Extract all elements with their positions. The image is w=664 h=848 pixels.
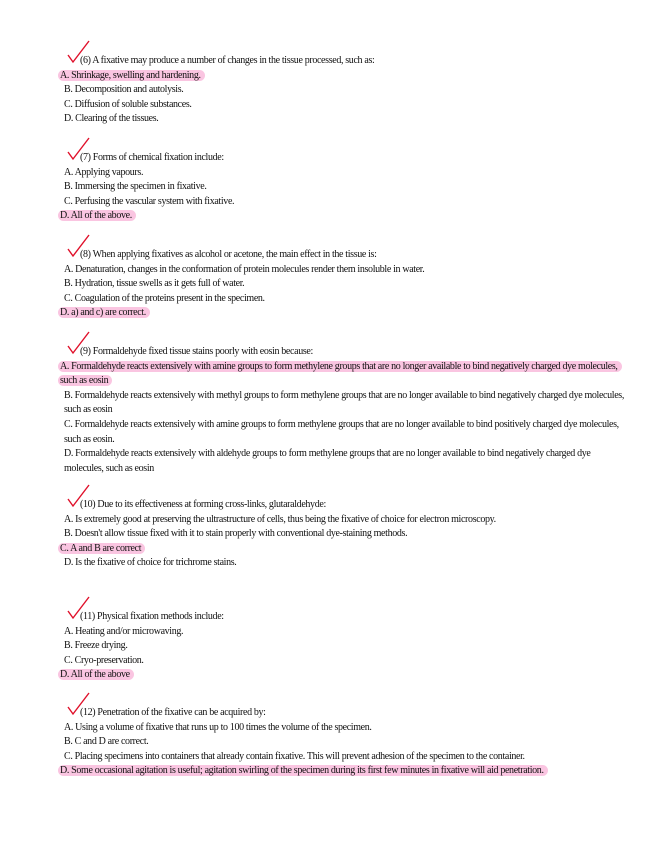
answer-option: A. Using a volume of fixative that runs up to 100 times the volume of the specimen. [64,721,372,733]
answer-option: B. Immersing the specimen in fixative. [64,181,207,193]
answer-option-highlighted: D. Some occasional agitation is useful; agitation swirling of the specimen during its first few minutes in fixative will aid penetration. [58,765,548,776]
answer-option: D. Is the fixative of choice for trichrome stains. [64,557,237,569]
answer-option: C. Placing specimens into containers that already contain fixative. This will prevent adhesion of the specimen to the container. [64,750,525,762]
answer-option: A. Is extremely good at preserving the ultrastructure of cells, thus being the fixative of choice for electron microscopy. [64,513,496,525]
answer-option: B. Decomposition and autolysis. [64,84,184,96]
answer-option-highlighted: D. All of the above [58,669,134,680]
question-block [60,151,624,224]
answer-option-highlighted: A. Formaldehyde reacts extensively with amine groups to form methylene groups that are no longer available to bind negatively charged dye molecules, such as eosin [58,361,622,387]
answer-option: C. Perfusing the vascular system with fixative. [64,195,235,207]
answer-option: A. Heating and/or microwaving. [64,625,184,637]
question-stem: (10) Due to its effectiveness at forming cross-links, glutaraldehyde: [80,499,326,510]
answer-option: B. Doesn't allow tissue fixed with it to stain properly with conventional dye-staining methods. [64,528,408,540]
answer-option-highlighted: D. a) and c) are correct. [58,307,150,318]
question-stem: (7) Forms of chemical fixation include: [80,152,224,163]
answer-option: B. C and D are correct. [64,736,149,748]
question-stem: (6) A fixative may produce a number of changes in the tissue processed, such as: [80,55,375,66]
answer-option: D. Clearing of the tissues. [64,113,159,125]
answer-option: B. Hydration, tissue swells as it gets full of water. [64,278,245,290]
answer-option: C. Coagulation of the proteins present in the specimen. [64,292,265,304]
answer-option: C. Cryo-preservation. [64,654,144,666]
question-block [60,248,624,321]
answer-option: A. Denaturation, changes in the conformation of protein molecules render them insoluble in water. [64,263,425,275]
answer-option: B. Freeze drying. [64,640,128,652]
answer-option: C. Diffusion of soluble substances. [64,98,192,110]
answer-option-highlighted: A. Shrinkage, swelling and hardening. [58,70,205,81]
answer-option: D. Formaldehyde reacts extensively with aldehyde groups to form methylene groups that are no longer available to bind negatively charged dye molecules, such as eosin [64,448,591,474]
question-stem: (12) Penetration of the fixative can be acquired by: [80,707,266,718]
question-stem: (11) Physical fixation methods include: [80,611,224,622]
answer-option: A. Applying vapours. [64,166,144,178]
answer-option-highlighted: D. All of the above. [58,210,136,221]
question-stem: (8) When applying fixatives as alcohol or acetone, the main effect in the tissue is: [80,249,377,260]
question-block [60,706,624,779]
question-stem: (9) Formaldehyde fixed tissue stains poorly with eosin because: [80,346,313,357]
question-block [60,345,624,476]
answer-option-highlighted: C. A and B are correct [58,543,145,554]
question-block [60,498,624,571]
question-block [60,610,624,683]
question-block [60,54,624,127]
answer-option: C. Formaldehyde reacts extensively with amine groups to form methylene groups that are no longer available to bind positively charged dye molecules, such as eosin. [64,418,619,445]
answer-option: B. Formaldehyde reacts extensively with methyl groups to form methylene groups that are no longer available to bind negatively charged dye molecules, such as eosin [64,389,624,416]
